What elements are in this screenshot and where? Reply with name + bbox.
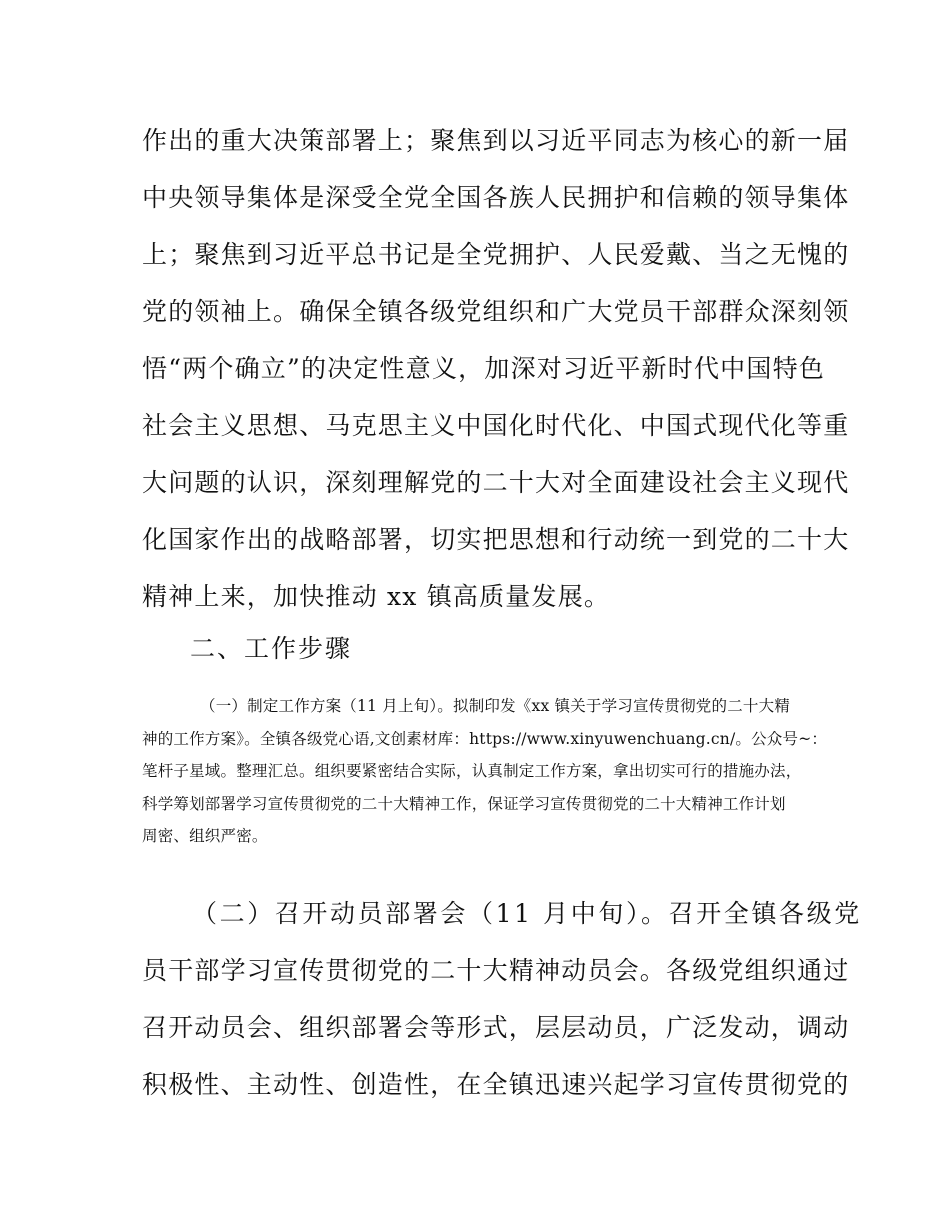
text-line: 上；聚焦到习近平总书记是全党拥护、人民爱戴、当之无愧的 [142, 240, 850, 269]
text-line: 悟“两个确立”的决定性意义，加深对习近平新时代中国特色 [142, 354, 825, 383]
text-line: 社会主义思想、马克思主义中国化时代化、中国式现代化等重 [142, 411, 850, 440]
text-line-content: （二）召开动员部署会（11 月中旬）。召开全镇各级党 [192, 899, 862, 928]
text-line: 笔杆子星域。整理汇总。组织要紧密结合实际，认真制定工作方案，拿出切实可行的措施办法， [142, 762, 802, 780]
text-line: 党的领袖上。确保全镇各级党组织和广大党员干部群众深刻领 [142, 297, 850, 326]
text-line: 积极性、主动性、创造性，在全镇迅速兴起学习宣传贯彻党的 [142, 1070, 850, 1099]
text-line: 科学筹划部署学习宣传贯彻党的二十大精神工作，保证学习宣传贯彻党的二十大精神工作计划 [142, 794, 786, 813]
text-line: （一）制定工作方案（11 月上旬）。拟制印发《xx 镇关于学习宣传贯彻党的二十大精 [200, 697, 791, 715]
text-line: 神的工作方案》。全镇各级党心语,文创素材库：https://www.xinyuwenchuang.cn/。公众号~： [142, 729, 828, 748]
text-line: 化国家作出的战略部署，切实把思想和行动统一到党的二十大 [142, 525, 850, 554]
text-line: 召开动员会、组织部署会等形式，层层动员，广泛发动，调动 [142, 1013, 850, 1042]
text-line: 作出的重大决策部署上；聚焦到以习近平同志为核心的新一届 [142, 126, 850, 155]
text-line: 中央领导集体是深受全党全国各族人民拥护和信赖的领导集体 [142, 183, 850, 212]
text-line: 精神上来，加快推动 xx 镇高质量发展。 [142, 582, 611, 611]
text-line [142, 885, 862, 942]
paragraph-three [142, 885, 862, 1113]
paragraph-two [142, 690, 832, 853]
text-line: 周密、组织严密。 [142, 827, 268, 845]
paragraph-one [142, 112, 850, 625]
text-line: 大问题的认识，深刻理解党的二十大对全面建设社会主义现代 [142, 468, 850, 497]
section-heading: 二、工作步骤 [190, 634, 353, 663]
text-line: 员干部学习宣传贯彻党的二十大精神动员会。各级党组织通过 [142, 956, 850, 985]
